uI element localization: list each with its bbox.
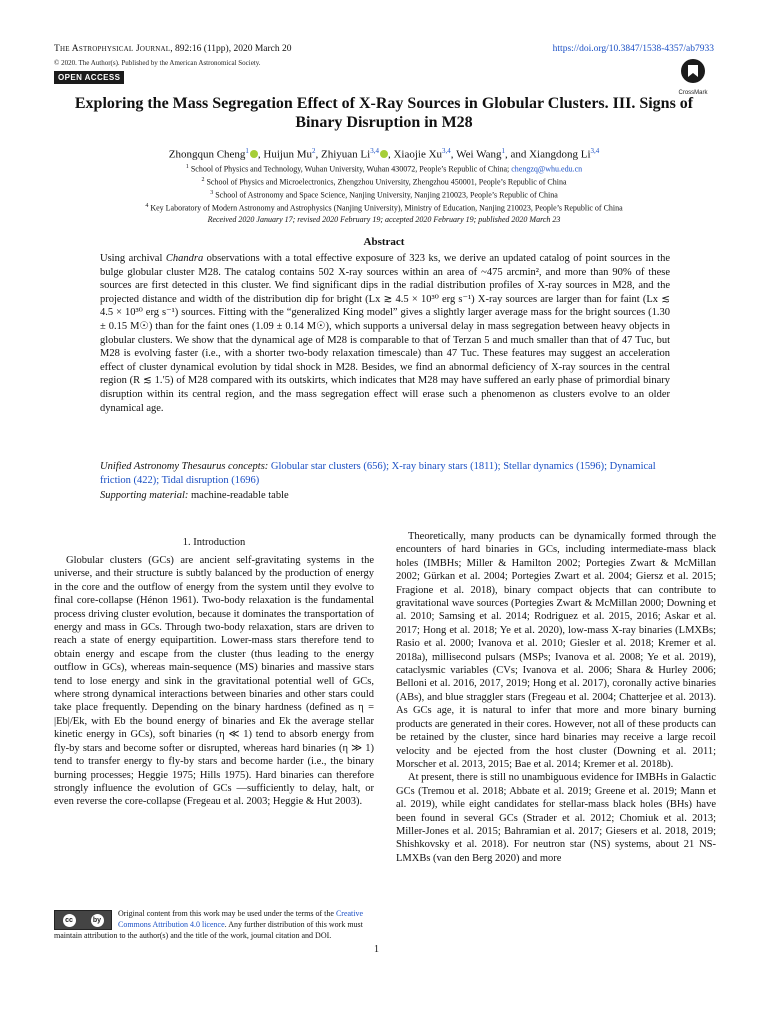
journal-citation xyxy=(54,44,292,54)
supporting-text: machine-readable table xyxy=(191,490,289,501)
crossmark-button[interactable] xyxy=(672,58,714,96)
citation-details: , 892:16 (11pp), 2020 March 20 xyxy=(170,44,292,54)
uat-concept-link[interactable]: Tidal disruption (1696) xyxy=(161,474,260,486)
crossmark-label: CrossMark xyxy=(678,90,708,96)
uat-concept-link[interactable]: Stellar dynamics (1596); xyxy=(503,461,608,472)
crossmark-icon xyxy=(680,58,706,84)
author-affiliation-marker[interactable]: 1 xyxy=(501,147,505,155)
left-column xyxy=(54,554,374,809)
uat-concept-link[interactable]: Dynamical friction (422); xyxy=(100,461,656,486)
author-list: Zhongqun Cheng$^1$ , Huijun Mu$^2$, Zhiyuan Li$^{3,4}$ , Xiaojie Xu$^{3,4}$, Wei Wang$^1$, and Xiangdong Li$^{3,4}$ xyxy=(168,147,600,161)
supporting-material xyxy=(100,490,670,501)
author-affiliation-marker[interactable]: 3,4 xyxy=(370,147,379,155)
uat-concepts xyxy=(100,460,670,487)
orcid-icon[interactable] xyxy=(250,150,258,158)
uat-concept-link[interactable]: Globular star clusters (656); xyxy=(270,461,390,472)
affiliation-line: $^1$ School of Physics and Technology, Wuhan University, Wuhan 430072, People’s Republic of China; chengzq@whu.edu.cn xyxy=(185,164,583,174)
intro-paragraph-3: At present, there is still no unambiguous evidence for IMBHs in Galactic GCs (Tremou et al. 2018; Abbate et al. 2019; Greene et al. 2019; Mann et al. 2019), while eight candidates for stellar-mass black holes (BHs) have been found in several GCs (Strader et al. 2012; Chomiuk et al. 2013; Miller-Jones et al. 2015; Bahramian et al. 2017; Giesers et al. 2018, 2019; Shishkovsky et al. 2018). For neutron star (NS) systems, about 21 NS-LMXBs (van den Berg 2020) and more xyxy=(396,772,716,864)
affiliations xyxy=(54,162,714,226)
author-name[interactable]: Wei Wang xyxy=(456,148,502,161)
intro-paragraph-1: Globular clusters (GCs) are ancient self-gravitating systems in the universe, and their structure is subtly balanced by the production of energy in the core and the outflow of energy from the system until they evolve to final core-collapse (Hénon 1961). Two-body relaxation is the fundamental process driving cluster evolution, because it dominates the transportation of energy and mass in GCs. Through two-body relaxation, stars are driven to reach a state of energy equipartition. Lower-mass stars therefore tend to obtain energy and escape from the cluster (thus leading to the energy outflow in GCs), whereas main-sequence (MS) binaries and massive stars tend to lose energy and sink in the gravitational potential well of GCs, where strong dynamical interactions between binaries and other stars could take place frequently. Depending on the binary hardness (defined as η = |Eb|/Ek, with Eb the bound energy of binaries and Ek the average stellar kinetic energy in GCs), soft binaries (η ≪ 1) tend to absorb energy from fly-by stars and become softer or disrupted, whereas hard binaries (η ≫ 1) tend to transfer energy to fly-by stars and become harder (i.e., the binary burning processes; Heggie 1975; Hills 1975). Hard binaries can therefore strongly influence the evolution of GCs —sufficiently to delay, halt, or even reverse the core-collapse (Fregeau et al. 2003; Heggie & Hut 2003). xyxy=(54,555,374,808)
affiliation-line: $^3$ School of Astronomy and Space Science, Nanjing University, Nanjing 210023, People’s Republic of China xyxy=(210,190,558,200)
uat-concept-link[interactable]: X-ray binary stars (1811); xyxy=(391,461,501,472)
doi-link[interactable]: https://doi.org/10.3847/1538-4357/ab7933 xyxy=(552,44,714,54)
supporting-label: Supporting material: xyxy=(100,490,189,501)
affiliation-line: $^2$ School of Physics and Microelectronics, Zhengzhou University, Zhengzhou 450001, People’s Republic of China xyxy=(201,177,567,187)
author-name[interactable]: Zhiyuan Li xyxy=(321,148,371,161)
uat-label: Unified Astronomy Thesaurus concepts: xyxy=(100,461,269,472)
author-affiliation-marker[interactable]: 2 xyxy=(312,147,316,155)
intro-paragraph-2: Theoretically, many products can be dynamically formed through the encounters of hard binaries in GCs, including intermediate-mass black holes (IMBHs; Miller & Hamilton 2002; Portegies Zwart & McMillan 2002; Gürkan et al. 2004; Portegies Zwart et al. 2004; Giersz et al. 2015; Fragione et al. 2018), binary compact objects that can contribute to gravitational wave sources (Portegies Zwart & McMillan 2000; Downing et al. 2010; Samsing et al. 2014; Rodriguez et al. 2015, 2016; Askar et al. 2017; Hong et al. 2018; Ye et al. 2020), low-mass X-ray binaries (LMXBs; Rasio et al. 2000; Ivanova et al. 2010; Giesler et al. 2018; Kremer et al. 2018a), millisecond pulsars (MSPs; Ivanova et al. 2008; Ye et al. 2019), cataclysmic variables (CVs; Ivanova et al. 2006; Shara & Hurley 2006; Belloni et al. 2016, 2017, 2019; Hong et al. 2017), coronally active binaries (ABs), and blue straggler stars (Fregeau et al. 2004; Chatterjee et al. 2013). As GCs age, it is natural to infer that more and more binary burning products are generated in their cores. However, not all of these products can be retained by the cluster, since hard binaries may receive a large recoil velocity and be ejected from the host cluster (Downing et al. 2011; Morscher et al. 2013, 2015; Bae et al. 2014; Kremer et al. 2018b). xyxy=(396,531,716,770)
paper-title: Exploring the Mass Segregation Effect of X-Ray Sources in Globular Clusters. III. Signs of Binary Disruption in M28 xyxy=(74,95,694,131)
affiliation-line: $^4$ Key Laboratory of Modern Astronomy and Astrophysics (Nanjing University), Ministry of Education, Nanjing 210023, People’s Republic of China xyxy=(145,203,623,213)
journal-name: The Astrophysical Journal xyxy=(54,44,171,54)
author-name[interactable]: Xiangdong Li xyxy=(529,148,591,161)
chandra-italic: Chandra xyxy=(165,253,204,264)
open-access-badge: OPEN ACCESS xyxy=(54,71,124,84)
author-name[interactable]: Xiaojie Xu xyxy=(393,148,443,161)
section-heading-introduction: 1. Introduction xyxy=(182,537,246,548)
author-affiliation-marker[interactable]: 1 xyxy=(245,147,249,155)
copyright-notice: © 2020. The Author(s). Published by the American Astronomical Society. xyxy=(54,59,261,67)
license-link[interactable]: Creative Commons Attribution 4.0 licence xyxy=(118,909,364,929)
right-column xyxy=(396,530,716,865)
page-number: 1 xyxy=(374,944,379,955)
cc-by-icon: cc by xyxy=(54,910,112,930)
author-affiliation-marker[interactable]: 3,4 xyxy=(442,147,451,155)
author-name[interactable]: Zhongqun Cheng xyxy=(168,148,246,161)
received-dates: Received 2020 January 17; revised 2020 February 19; accepted 2020 February 19; published 2020 March 23 xyxy=(207,215,561,225)
abstract-text: Using archival Chandra observations with a total effective exposure of 323 ks, we derive an updated catalog of point sources in the bulge globular cluster M28. The catalog contains 502 X-ray sources within an area of ~475 arcmin², and more than 90% of these sources are first detected in this cluster. We find significant dips in the radial distribution profiles of X-ray sources in M28, and the projected distance and width of the distribution dip for bright (Lx ≳ 4.5 × 10³⁰ erg s⁻¹) X-ray sources are larger than for faint (Lx ≲ 4.5 × 10³⁰ erg s⁻¹) sources. Fitting with the “generalized King model” gives a slightly larger average mass for the bright sources (1.30 ± 0.15 M☉) than for the faint ones (1.09 ± 0.14 M☉), which supports a universal delay in mass segregation between heavy objects in globular clusters. We show that the dynamical age of M28 is comparable to that of Terzan 5 and much smaller than that of 47 Tuc, but M28 is evolving faster (i.e., with a shorter two-body relaxation timescale) than 47 Tuc. These features may suggest an acceleration effect of cluster dynamical evolution by tidal shock in M28. Besides, we find an abnormal deficiency of X-ray sources in the central region (R ≲ 1.′5) of M28 compared with its outskirts, which indicates that M28 may have suffered an early phase of primordial binary disruption within its central region, and the mass segregation effect will erase such a phenomenon as clusters evolve to an older dynamical age. xyxy=(100,253,670,414)
orcid-icon[interactable] xyxy=(380,150,388,158)
abstract-heading: Abstract xyxy=(363,236,405,248)
author-affiliation-marker[interactable]: 3,4 xyxy=(590,147,600,155)
license-notice: cc by Original content from this work may be used under the terms of the Creative Commons Attribution 4.0 licence. Any further distribution of this work must maintain attribution to the author(s) and the title of the work, journal citation and DOI. xyxy=(54,909,364,940)
author-name[interactable]: Huijun Mu xyxy=(263,148,313,161)
email-link[interactable]: chengzq@whu.edu.cn xyxy=(511,164,583,174)
